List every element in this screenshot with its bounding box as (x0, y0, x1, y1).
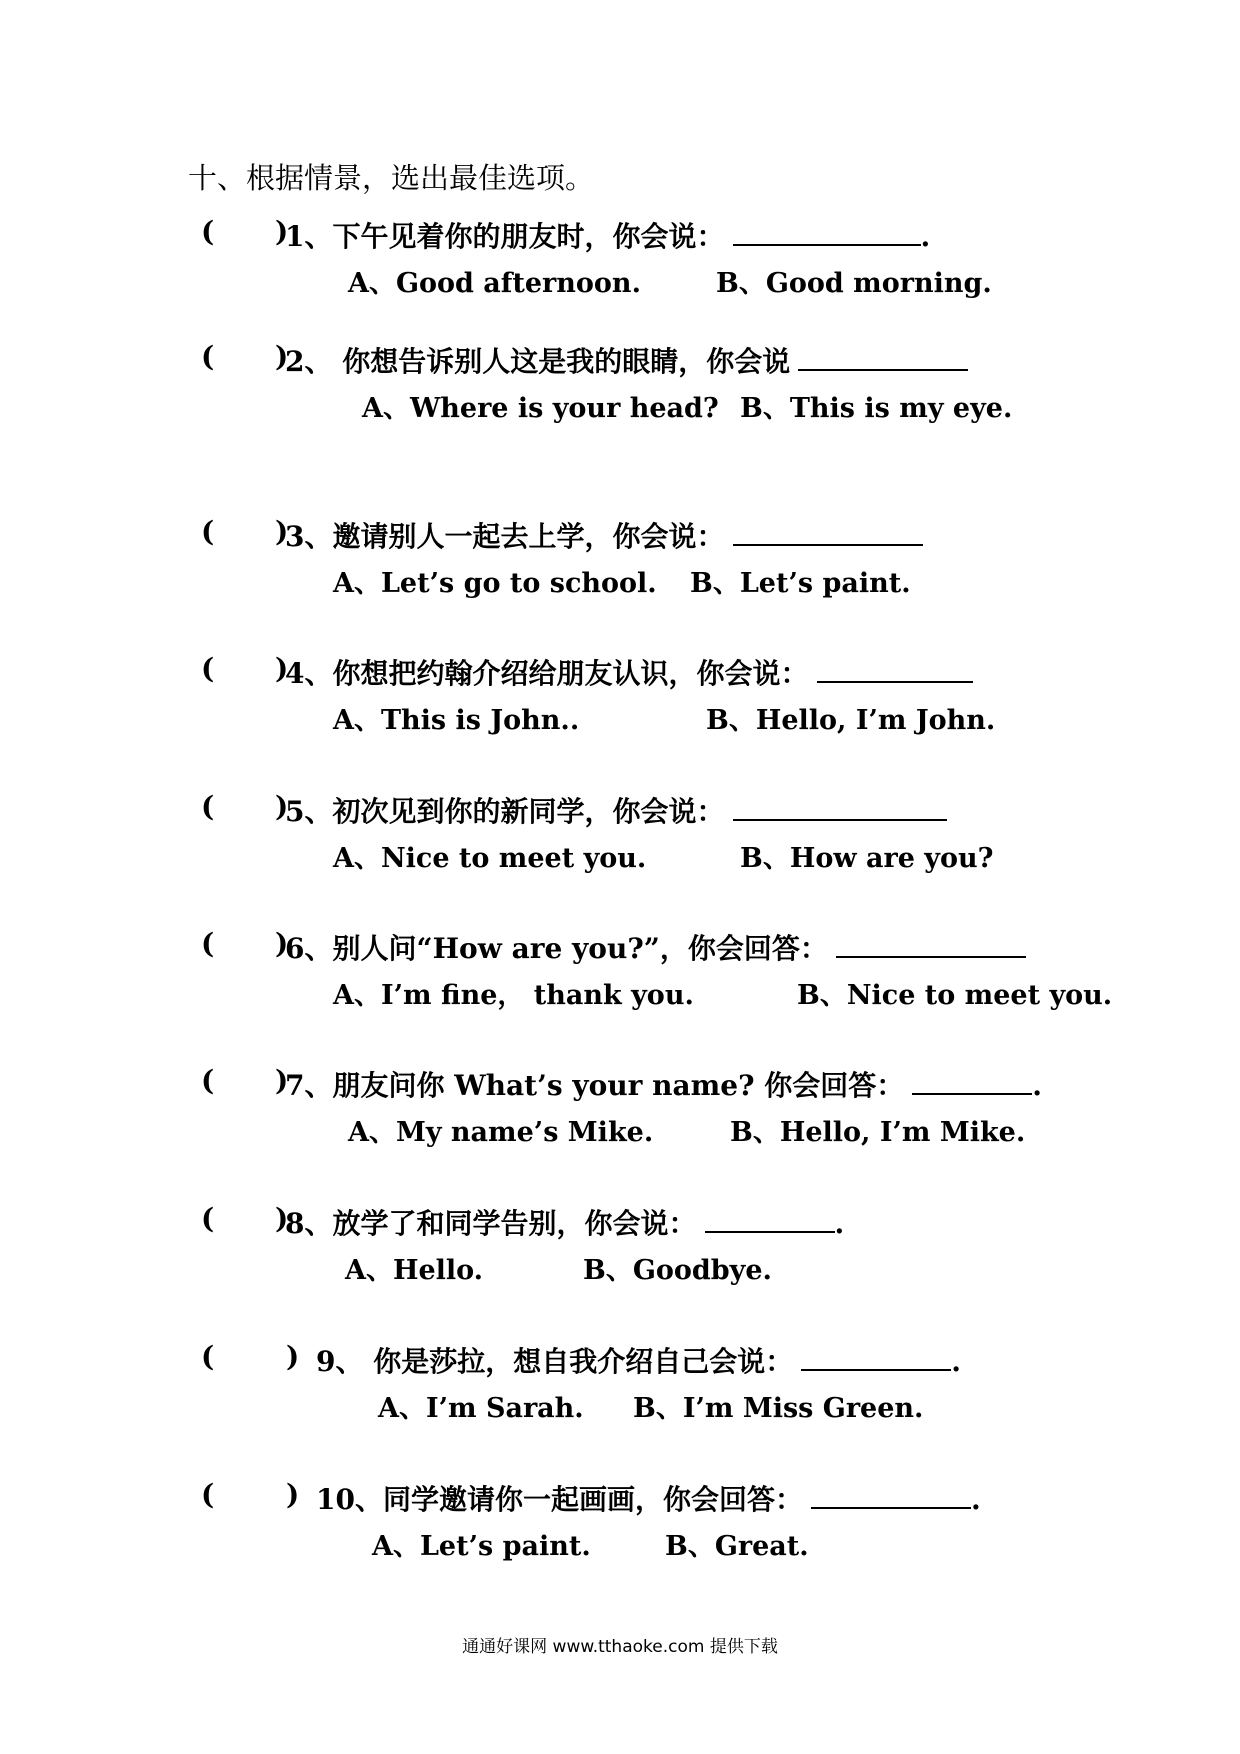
option-a[interactable]: A、Nice to meet you. (333, 843, 647, 874)
answer-blank[interactable] (912, 1065, 1032, 1095)
option-b[interactable]: B、Good morning. (716, 268, 992, 299)
option-a[interactable]: A、I’m Sarah. (378, 1393, 584, 1424)
answer-paren-close: ) (275, 927, 289, 960)
answer-blank[interactable] (733, 791, 947, 821)
option-a[interactable]: A、Hello. (345, 1255, 484, 1286)
question-prompt: 7、朋友问你 What’s your name? 你会回答： . (285, 1064, 1042, 1104)
answer-paren-open: ( (201, 652, 215, 685)
option-a[interactable]: A、Let’s paint. (372, 1531, 591, 1562)
option-b[interactable]: B、Hello, I’m John. (706, 705, 996, 736)
answer-paren-close: ) (275, 515, 289, 548)
answer-paren-open: ( (201, 215, 215, 248)
answer-paren-open: ( (201, 1478, 215, 1511)
answer-paren-close: ) (275, 1202, 289, 1235)
option-b[interactable]: B、Goodbye. (583, 1255, 772, 1286)
answer-paren-close: ) (275, 215, 289, 248)
question-prompt: 6、别人问“How are you?”，你会回答： (285, 927, 1026, 967)
answer-paren-open: ( (201, 515, 215, 548)
answer-paren-close: ) (286, 1340, 300, 1373)
question-prompt: 4、你想把约翰介绍给朋友认识，你会说： (285, 652, 973, 692)
section-heading: 十、根据情景，选出最佳选项。 (188, 161, 595, 195)
answer-blank[interactable] (817, 653, 973, 683)
answer-paren-close: ) (275, 790, 289, 823)
question-prompt: 3、邀请别人一起去上学，你会说： (285, 515, 923, 555)
option-b[interactable]: B、How are you? (740, 843, 994, 874)
answer-paren-close: ) (275, 340, 289, 373)
question-prompt: 2、 你想告诉别人这是我的眼睛，你会说 (285, 340, 968, 380)
answer-paren-close: ) (286, 1478, 300, 1511)
option-a[interactable]: A、Good afternoon. (348, 268, 641, 299)
option-b[interactable]: B、Let’s paint. (690, 568, 911, 599)
option-b[interactable]: B、This is my eye. (740, 393, 1013, 424)
option-b[interactable]: B、Great. (665, 1531, 809, 1562)
option-b[interactable]: B、I’m Miss Green. (633, 1393, 924, 1424)
option-a[interactable]: A、Let’s go to school. (333, 568, 657, 599)
option-b[interactable]: B、Nice to meet you. (797, 980, 1113, 1011)
answer-paren-close: ) (275, 652, 289, 685)
option-a[interactable]: A、My name’s Mike. (348, 1117, 654, 1148)
option-a[interactable]: A、Where is your head? (362, 393, 719, 424)
question-prompt: 1、下午见着你的朋友时，你会说： . (285, 215, 930, 255)
question-prompt: 10、同学邀请你一起画画，你会回答： . (316, 1478, 981, 1518)
answer-paren-open: ( (201, 340, 215, 373)
question-prompt: 9、 你是莎拉，想自我介绍自己会说： . (316, 1340, 961, 1380)
answer-paren-open: ( (201, 1064, 215, 1097)
answer-blank[interactable] (801, 1341, 951, 1371)
answer-blank[interactable] (705, 1203, 835, 1233)
question-prompt: 5、初次见到你的新同学，你会说： (285, 790, 947, 830)
answer-paren-open: ( (201, 927, 215, 960)
question-prompt: 8、放学了和同学告别，你会说： . (285, 1202, 844, 1242)
answer-blank[interactable] (733, 516, 923, 546)
footer-credit: 通通好课网 www.tthaoke.com 提供下载 (462, 1637, 778, 1657)
answer-blank[interactable] (733, 216, 921, 246)
answer-paren-open: ( (201, 790, 215, 823)
answer-blank[interactable] (811, 1479, 971, 1509)
option-a[interactable]: A、This is John.. (333, 705, 580, 736)
answer-blank[interactable] (798, 341, 968, 371)
answer-paren-close: ) (275, 1064, 289, 1097)
option-a[interactable]: A、I’m fine， thank you. (333, 980, 694, 1011)
answer-paren-open: ( (201, 1340, 215, 1373)
option-b[interactable]: B、Hello, I’m Mike. (730, 1117, 1026, 1148)
answer-blank[interactable] (836, 928, 1026, 958)
answer-paren-open: ( (201, 1202, 215, 1235)
